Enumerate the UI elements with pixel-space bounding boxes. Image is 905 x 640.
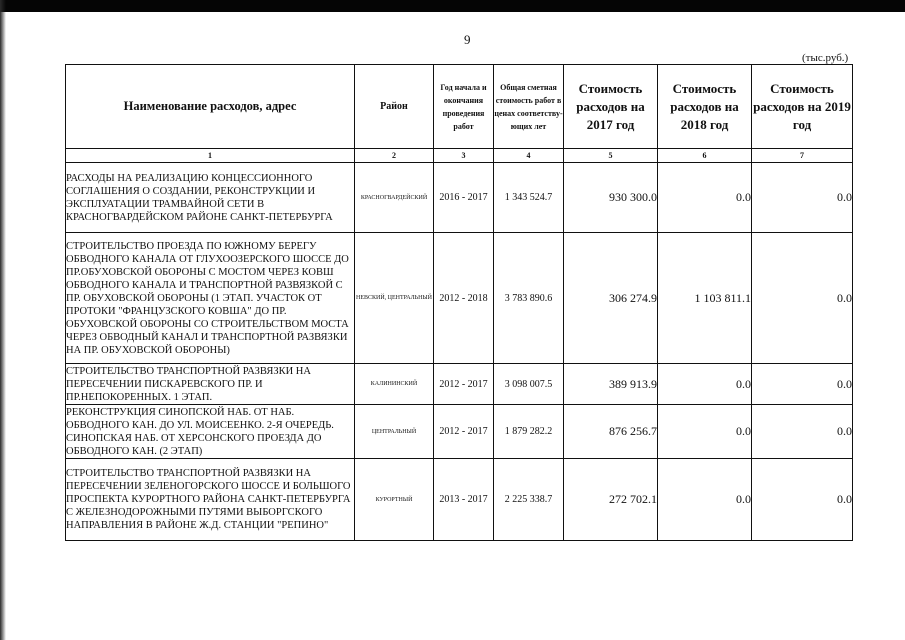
header-cost-2017: Стоимость расходов на 2017 год [564, 65, 658, 149]
row-district: КАЛИНИНСКИЙ [355, 364, 434, 405]
row-total: 2 225 338.7 [494, 459, 564, 541]
column-number: 7 [752, 149, 853, 163]
column-number: 2 [355, 149, 434, 163]
header-cost-2018: Стоимость расходов на 2018 год [658, 65, 752, 149]
table-row [66, 459, 853, 541]
row-period: 2013 - 2017 [434, 459, 494, 541]
row-cost-2017: 389 913.9 [564, 364, 658, 405]
row-cost-2018: 1 103 811.1 [658, 233, 752, 364]
header-cost-2019: Стоимость расходов на 2019 год [752, 65, 853, 149]
column-number: 3 [434, 149, 494, 163]
column-number: 4 [494, 149, 564, 163]
page-number: 9 [464, 32, 471, 47]
row-name: СТРОИТЕЛЬСТВО ПРОЕЗДА ПО ЮЖНОМУ БЕРЕГУ ОБВОДНОГО КАНАЛА ОТ ГЛУХООЗЕРСКОГО ШОССЕ ДО ПР.ОБУХОВСКОЙ ОБОРОНЫ С МОСТОМ ЧЕРЕЗ КОВШ ОБВОДНОГО КАНАЛА И ТРАНСПОРТНОЙ РАЗВЯЗКОЙ С ПР. ОБУХОВСКОЙ ОБОРОНЫ (1 ЭТАП. УЧАСТОК ОТ ПРОТОКИ "ФРАНЦУЗСКОГО КОВША" ДО ПР. ОБУХОВСКОЙ ОБОРОНЫ СО СТРОИТЕЛЬСТВОМ МОСТА ЧЕРЕЗ ОБВОДНЫЙ КАНАЛ И ТРАНСПОРТНОЙ РАЗВЯЗКИ НА ПР. ОБУХОВСКОЙ ОБОРОНЫ) [66, 233, 355, 364]
column-number: 1 [66, 149, 355, 163]
header-name: Наименование расходов, адрес [66, 65, 355, 149]
row-cost-2017: 876 256.7 [564, 405, 658, 459]
row-cost-2017: 272 702.1 [564, 459, 658, 541]
row-district: КРАСНОГВАРДЕЙСКИЙ [355, 163, 434, 233]
expenses-table [65, 64, 853, 541]
table-row [66, 163, 853, 233]
row-cost-2019: 0.0 [752, 163, 853, 233]
row-total: 3 783 890.6 [494, 233, 564, 364]
row-name: СТРОИТЕЛЬСТВО ТРАНСПОРТНОЙ РАЗВЯЗКИ НА ПЕРЕСЕЧЕНИИ ЗЕЛЕНОГОРСКОГО ШОССЕ И БОЛЬШОГО ПРОСПЕКТА КУРОРТНОГО РАЙОНА САНКТ-ПЕТЕРБУРГА С ЖЕЛЕЗНОДОРОЖНЫМИ ПУТЯМИ ВЫБОРГСКОГО НАПРАВЛЕНИЯ В РАЙОНЕ Ж.Д. СТАНЦИИ "РЕПИНО" [66, 459, 355, 541]
row-name: СТРОИТЕЛЬСТВО ТРАНСПОРТНОЙ РАЗВЯЗКИ НА ПЕРЕСЕЧЕНИИ ПИСКАРЕВСКОГО ПР. И ПР.НЕПОКОРЕННЫХ. 1 ЭТАП. [66, 364, 355, 405]
row-cost-2018: 0.0 [658, 163, 752, 233]
scan-top-edge [0, 0, 905, 12]
units-label: (тыс.руб.) [802, 52, 849, 64]
row-name: РЕКОНСТРУКЦИЯ СИНОПСКОЙ НАБ. ОТ НАБ. ОБВОДНОГО КАН. ДО УЛ. МОИСЕЕНКО. 2-Я ОЧЕРЕДЬ. СИНОПСКАЯ НАБ. ОТ ХЕРСОНСКОГО ПРОЕЗДА ДО ОБВОДНОГО КАН. (2 ЭТАП) [66, 405, 355, 459]
header-total: Общая сметная стоимость работ в ценах соответству- ющих лет [494, 65, 564, 149]
header-row [66, 65, 853, 149]
row-cost-2019: 0.0 [752, 364, 853, 405]
row-cost-2019: 0.0 [752, 405, 853, 459]
row-name: РАСХОДЫ НА РЕАЛИЗАЦИЮ КОНЦЕССИОННОГО СОГЛАШЕНИЯ О СОЗДАНИИ, РЕКОНСТРУКЦИИ И ЭКСПЛУАТАЦИИ ТРАМВАЙНОЙ СЕТИ В КРАСНОГВАРДЕЙСКОМ РАЙОНЕ САНКТ-ПЕТЕРБУРГА [66, 163, 355, 233]
scan-left-shadow [0, 0, 6, 640]
row-cost-2019: 0.0 [752, 233, 853, 364]
row-period: 2012 - 2017 [434, 364, 494, 405]
table-row [66, 364, 853, 405]
row-period: 2012 - 2018 [434, 233, 494, 364]
row-district: НЕВСКИЙ, ЦЕНТРАЛЬНЫЙ [355, 233, 434, 364]
header-district: Район [355, 65, 434, 149]
row-cost-2017: 306 274.9 [564, 233, 658, 364]
column-number: 5 [564, 149, 658, 163]
row-total: 1 343 524.7 [494, 163, 564, 233]
table-row [66, 405, 853, 459]
row-cost-2018: 0.0 [658, 405, 752, 459]
row-cost-2018: 0.0 [658, 364, 752, 405]
row-period: 2016 - 2017 [434, 163, 494, 233]
column-number: 6 [658, 149, 752, 163]
column-number-row [66, 149, 853, 163]
row-district: ЦЕНТРАЛЬНЫЙ [355, 405, 434, 459]
table-row [66, 233, 853, 364]
row-cost-2017: 930 300.0 [564, 163, 658, 233]
row-district: КУРОРТНЫЙ [355, 459, 434, 541]
row-cost-2018: 0.0 [658, 459, 752, 541]
row-period: 2012 - 2017 [434, 405, 494, 459]
row-total: 1 879 282.2 [494, 405, 564, 459]
row-total: 3 098 007.5 [494, 364, 564, 405]
header-period: Год начала и окончания проведения работ [434, 65, 494, 149]
row-cost-2019: 0.0 [752, 459, 853, 541]
